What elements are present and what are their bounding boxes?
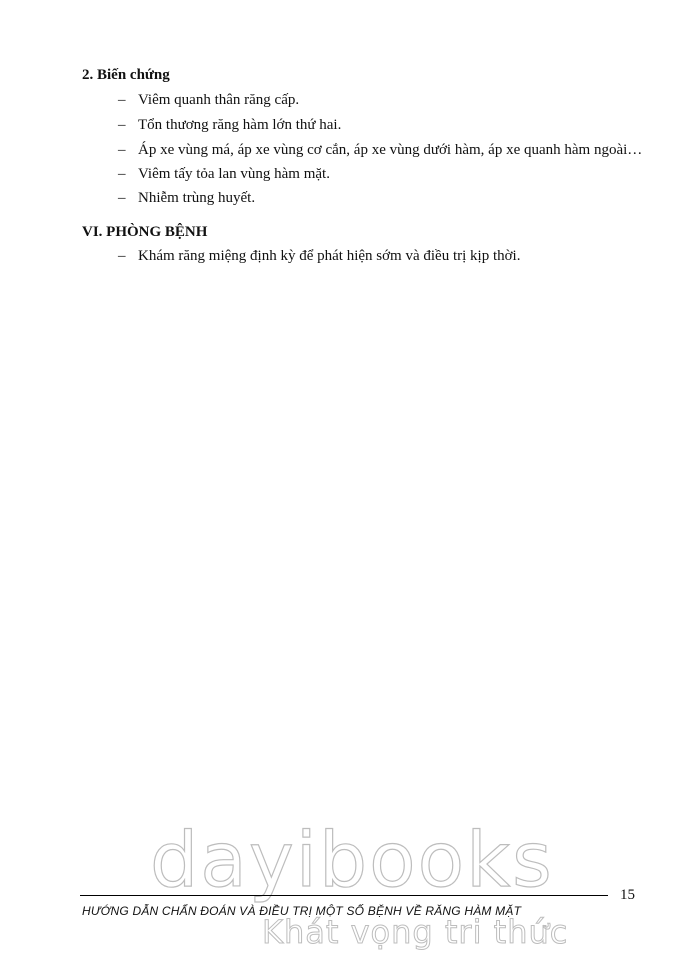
running-footer-title: HƯỚNG DẪN CHẨN ĐOÁN VÀ ĐIỀU TRỊ MỘT SỐ BỆNH VỀ RĂNG HÀM MẶT bbox=[82, 904, 522, 918]
list-item bbox=[118, 117, 341, 134]
list-dash: – bbox=[118, 92, 126, 108]
list-dash: – bbox=[118, 166, 126, 182]
watermark-slogan: Khát vọng tri thức bbox=[262, 913, 569, 951]
watermark-brand: dayibooks bbox=[150, 815, 554, 904]
section-heading-bien-chung: 2. Biến chứng bbox=[82, 67, 170, 83]
list-item bbox=[118, 142, 642, 159]
list-item-text: Tổn thương răng hàm lớn thứ hai. bbox=[138, 117, 342, 133]
list-item-text: Áp xe vùng má, áp xe vùng cơ cắn, áp xe vùng dưới hàm, áp xe quanh hàm ngoài… bbox=[138, 142, 643, 158]
list-dash: – bbox=[118, 117, 126, 133]
list-item-text: Viêm tấy tỏa lan vùng hàm mặt. bbox=[138, 166, 330, 182]
list-item bbox=[118, 92, 299, 109]
list-dash: – bbox=[118, 190, 126, 206]
list-dash: – bbox=[118, 248, 126, 264]
section-heading-phong-benh: VI. PHÒNG BỆNH bbox=[82, 224, 208, 240]
list-item-text: Khám răng miệng định kỳ để phát hiện sớm và điều trị kịp thời. bbox=[138, 248, 521, 264]
list-item-text: Viêm quanh thân răng cấp. bbox=[138, 92, 300, 108]
list-item-text: Nhiễm trùng huyết. bbox=[138, 190, 256, 206]
page-number: 15 bbox=[620, 887, 635, 903]
list-item bbox=[118, 248, 520, 265]
list-item bbox=[118, 166, 330, 183]
list-dash: – bbox=[118, 142, 126, 158]
footer-rule bbox=[80, 895, 608, 896]
list-item bbox=[118, 190, 255, 207]
